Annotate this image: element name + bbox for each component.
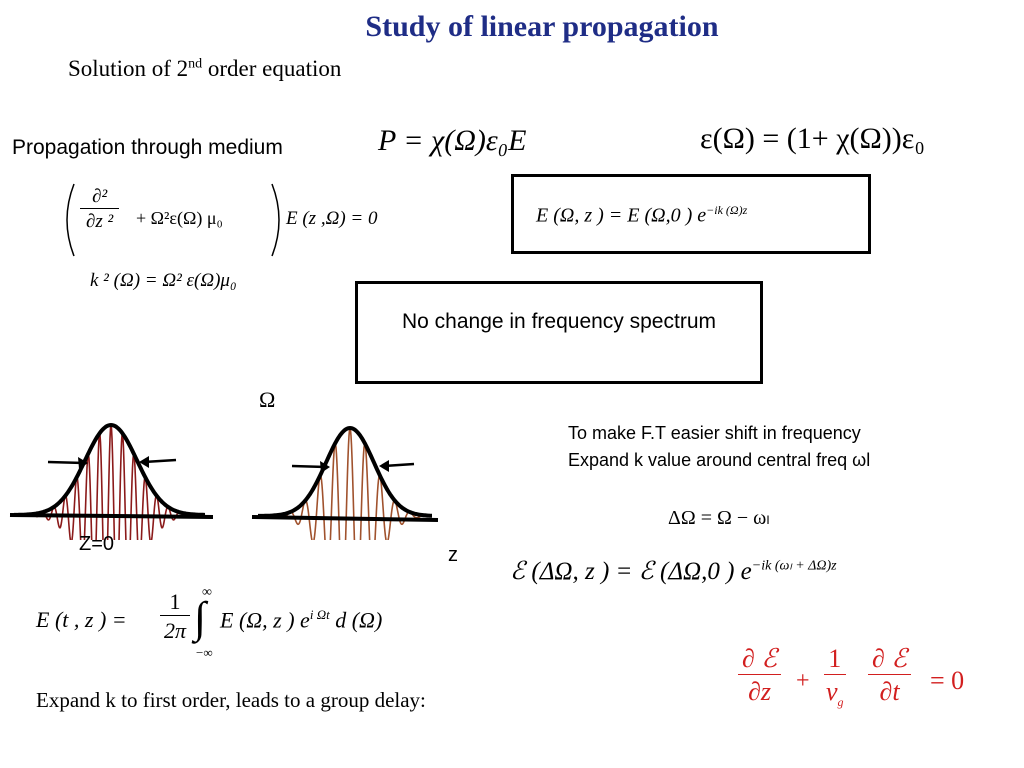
integral-lower-limit: −∞ [196,645,213,660]
subtitle-prefix: Solution of 2 [68,56,189,81]
group-fraction-v [824,644,846,710]
omega-label: Ω [259,387,276,412]
shift-note [568,420,870,474]
envelope-equation [510,556,837,586]
envelope-exponent: −ik (ωₗ + ΔΩ)z [751,558,837,574]
no-change-text: No change in frequency spectrum [401,310,716,333]
polarization-equation: P = χ(Ω)ε₀E [378,124,527,157]
fourier-exponent: i Ωt [309,607,330,622]
fourier-numerator: 1 [169,589,181,614]
subtitle-superscript: nd [188,56,203,72]
solution-equation [536,203,747,228]
solution-main: E (Ω, z ) = E (Ω,0 ) e [536,204,707,227]
pulse-z0-baseline [10,515,213,517]
group-numerator-z: ∂ ℰ [742,644,778,673]
expand-note: Expand k to first order, leads to a group delay: [36,688,426,712]
pulse-z-baseline [252,517,438,520]
no-change-box [355,281,763,384]
fourier-lhs: E (t , z ) = [36,607,127,632]
z-label: z [448,544,458,566]
wave-denominator: ∂z ² [80,208,119,233]
group-denominator-z: ∂z [738,674,781,707]
integral-upper-limit: ∞ [202,585,212,600]
pulse-z0 [10,425,213,540]
subtitle-suffix: order equation [202,56,342,81]
group-fraction-z [738,644,781,707]
pulse-z-envelope [258,428,432,516]
group-numerator-v: 1 [828,644,842,673]
pulse-z-oscillation [258,428,432,540]
group-fraction-t [868,644,911,707]
subtitle [68,56,341,82]
fourier-denominator: 2π [160,615,190,644]
fourier-integrand-main: E (Ω, z ) e [220,607,310,633]
k-squared-equation: k ² (Ω) = Ω² ε(Ω)μ₀ [90,270,237,291]
shift-note-line1: To make F.T easier shift in frequency [568,423,861,443]
z0-label: Z=0 [79,533,115,555]
group-v-subscript: g [837,695,844,710]
pulse-z [252,428,438,540]
group-denominator-t: ∂t [868,674,911,707]
solution-box [511,174,871,254]
fourier-integrand [220,607,382,633]
group-plus: + [796,668,810,694]
envelope-main: ℰ (ΔΩ, z ) = ℰ (ΔΩ,0 ) e [510,558,752,585]
pulse-z0-oscillation [14,425,205,540]
group-numerator-t: ∂ ℰ [872,644,908,673]
wave-equation [60,180,420,260]
fourier-fraction [160,589,190,644]
group-v: v [826,677,838,706]
wave-derivative-fraction [80,186,119,233]
wave-middle-term: + Ω²ε(Ω) μ₀ [136,208,223,228]
slide-title: Study of linear propagation [365,10,719,43]
permittivity-equation: ε(Ω) = (1+ χ(Ω))ε₀ [700,122,925,155]
pulse-z-arrowhead-right [379,460,389,472]
group-rhs: = 0 [930,666,965,695]
fourier-tail: d (Ω) [335,607,383,633]
delta-omega-equation: ΔΩ = Ω − ωₗ [668,507,770,529]
wave-numerator: ∂² [92,186,108,207]
shift-note-line2: Expand k value around central freq ωl [568,450,871,470]
group-denominator-v [824,674,846,710]
pulse-diagrams [0,410,440,540]
propagation-label: Propagation through medium [12,136,283,159]
fourier-equation [36,585,456,660]
wave-rhs: E (z ,Ω) = 0 [286,208,378,229]
integral-sign: ∫ [194,593,207,642]
solution-exponent: −ik (Ω)z [706,203,748,217]
group-delay-equation [738,644,988,722]
